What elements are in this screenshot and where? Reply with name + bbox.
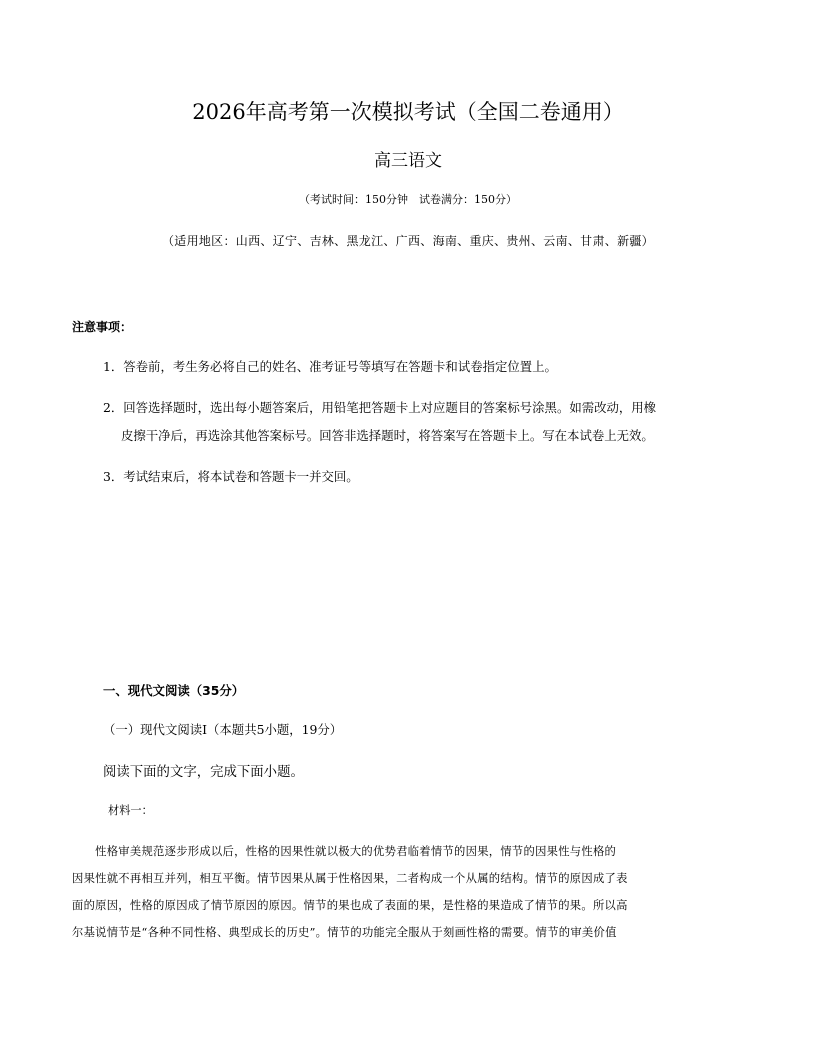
notice-title: 注意事项： <box>72 320 133 334</box>
subsection-heading: （一）现代文阅读Ⅰ（本题共5小题，19分） <box>103 722 343 737</box>
material-label: 材料一： <box>108 804 153 817</box>
page-title: 2026年高考第一次模拟考试（全国二卷通用） <box>192 100 624 124</box>
exam-info: （考试时间：150分钟 试卷满分：150分） <box>299 193 517 206</box>
paragraph-line: 性格审美规范逐步形成以后，性格的因果性就以极大的优势君临着情节的因果，情节的因果性与性格的 <box>72 845 617 858</box>
notice-item-1: 1．答卷前，考生务必将自己的姓名、准考证号等填写在答题卡和试卷指定位置上。 <box>103 359 557 374</box>
paragraph-line: 尔基说情节是“各种不同性格、典型成长的历史”。情节的功能完全服从于刻画性格的需要。情节的审美价值 <box>72 926 617 939</box>
applicable-regions: （适用地区：山西、辽宁、吉林、黑龙江、广西、海南、重庆、贵州、云南、甘肃、新疆） <box>161 234 654 248</box>
section-heading: 一、现代文阅读（35分） <box>103 683 245 698</box>
notice-item-2: 2．回答选择题时，选出每小题答案后，用铅笔把答题卡上对应题目的答案标号涂黑。如需改动，用橡 <box>103 400 657 415</box>
notice-item-3: 3．考试结束后，将本试卷和答题卡一并交回。 <box>103 469 359 484</box>
paragraph-line: 因果性就不再相互并列，相互平衡。情节因果从属于性格因果，二者构成一个从属的结构。情节的原因成了表 <box>72 872 628 885</box>
notice-item-2-continued: 皮擦干净后，再选涂其他答案标号。回答非选择题时，将答案写在答题卡上。写在本试卷上无效。 <box>121 428 654 443</box>
reading-instruction: 阅读下面的文字，完成下面小题。 <box>103 765 304 780</box>
page-subtitle: 高三语文 <box>374 151 442 171</box>
paragraph-line: 面的原因，性格的原因成了情节原因的原因。情节的果也成了表面的果，是性格的果造成了情节的果。所以高 <box>72 899 628 912</box>
